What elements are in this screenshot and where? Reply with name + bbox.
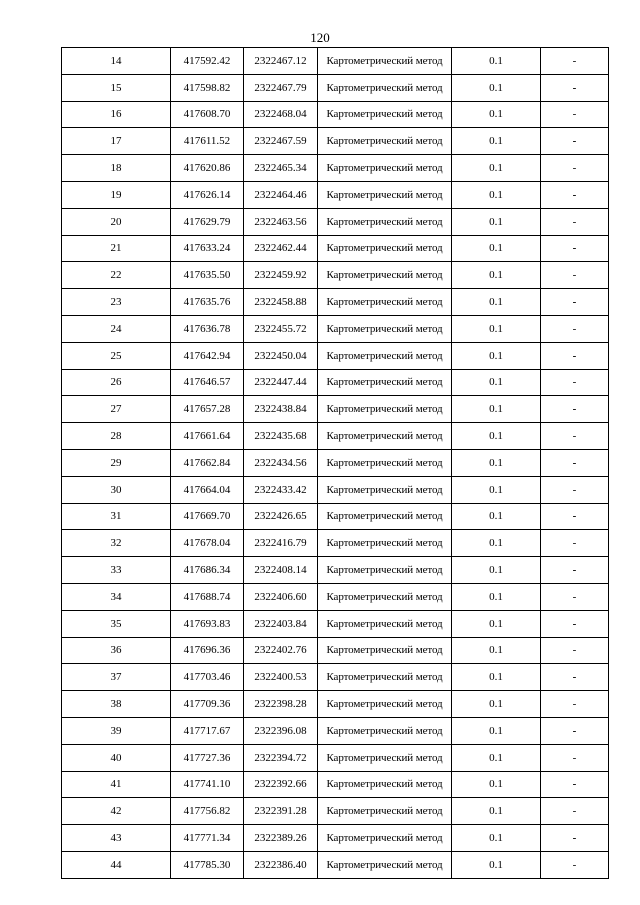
method-cell: Картометрический метод <box>318 289 452 316</box>
method-cell: Картометрический метод <box>318 423 452 450</box>
point-number-cell: 15 <box>62 74 171 101</box>
y-coordinate-cell: 2322463.56 <box>244 208 318 235</box>
x-coordinate-cell: 417636.78 <box>171 315 244 342</box>
table-row <box>62 315 609 342</box>
note-cell: - <box>541 315 609 342</box>
x-coordinate-cell: 417664.04 <box>171 476 244 503</box>
note-cell: - <box>541 342 609 369</box>
point-number-cell: 40 <box>62 744 171 771</box>
note-cell: - <box>541 449 609 476</box>
point-number-cell: 20 <box>62 208 171 235</box>
method-cell: Картометрический метод <box>318 691 452 718</box>
table-row <box>62 449 609 476</box>
point-number-cell: 34 <box>62 583 171 610</box>
accuracy-cell: 0.1 <box>452 610 541 637</box>
x-coordinate-cell: 417626.14 <box>171 181 244 208</box>
point-number-cell: 39 <box>62 717 171 744</box>
x-coordinate-cell: 417635.76 <box>171 289 244 316</box>
accuracy-cell: 0.1 <box>452 369 541 396</box>
y-coordinate-cell: 2322396.08 <box>244 717 318 744</box>
table-row <box>62 771 609 798</box>
note-cell: - <box>541 664 609 691</box>
y-coordinate-cell: 2322398.28 <box>244 691 318 718</box>
accuracy-cell: 0.1 <box>452 583 541 610</box>
point-number-cell: 30 <box>62 476 171 503</box>
note-cell: - <box>541 74 609 101</box>
y-coordinate-cell: 2322455.72 <box>244 315 318 342</box>
note-cell: - <box>541 128 609 155</box>
point-number-cell: 23 <box>62 289 171 316</box>
y-coordinate-cell: 2322406.60 <box>244 583 318 610</box>
accuracy-cell: 0.1 <box>452 48 541 75</box>
y-coordinate-cell: 2322400.53 <box>244 664 318 691</box>
y-coordinate-cell: 2322391.28 <box>244 798 318 825</box>
accuracy-cell: 0.1 <box>452 637 541 664</box>
x-coordinate-cell: 417688.74 <box>171 583 244 610</box>
note-cell: - <box>541 691 609 718</box>
point-number-cell: 36 <box>62 637 171 664</box>
accuracy-cell: 0.1 <box>452 798 541 825</box>
note-cell: - <box>541 798 609 825</box>
y-coordinate-cell: 2322394.72 <box>244 744 318 771</box>
point-number-cell: 17 <box>62 128 171 155</box>
accuracy-cell: 0.1 <box>452 851 541 878</box>
x-coordinate-cell: 417709.36 <box>171 691 244 718</box>
method-cell: Картометрический метод <box>318 208 452 235</box>
x-coordinate-cell: 417633.24 <box>171 235 244 262</box>
y-coordinate-cell: 2322462.44 <box>244 235 318 262</box>
y-coordinate-cell: 2322458.88 <box>244 289 318 316</box>
accuracy-cell: 0.1 <box>452 289 541 316</box>
note-cell: - <box>541 610 609 637</box>
y-coordinate-cell: 2322465.34 <box>244 155 318 182</box>
accuracy-cell: 0.1 <box>452 691 541 718</box>
method-cell: Картометрический метод <box>318 476 452 503</box>
table-row <box>62 423 609 450</box>
table-row <box>62 48 609 75</box>
note-cell: - <box>541 289 609 316</box>
table-row <box>62 342 609 369</box>
x-coordinate-cell: 417727.36 <box>171 744 244 771</box>
note-cell: - <box>541 557 609 584</box>
point-number-cell: 37 <box>62 664 171 691</box>
note-cell: - <box>541 530 609 557</box>
accuracy-cell: 0.1 <box>452 530 541 557</box>
point-number-cell: 28 <box>62 423 171 450</box>
y-coordinate-cell: 2322467.59 <box>244 128 318 155</box>
table-row <box>62 717 609 744</box>
point-number-cell: 22 <box>62 262 171 289</box>
y-coordinate-cell: 2322467.79 <box>244 74 318 101</box>
note-cell: - <box>541 101 609 128</box>
table-row <box>62 530 609 557</box>
x-coordinate-cell: 417592.42 <box>171 48 244 75</box>
note-cell: - <box>541 825 609 852</box>
note-cell: - <box>541 235 609 262</box>
note-cell: - <box>541 851 609 878</box>
note-cell: - <box>541 476 609 503</box>
accuracy-cell: 0.1 <box>452 262 541 289</box>
accuracy-cell: 0.1 <box>452 342 541 369</box>
table-row <box>62 396 609 423</box>
x-coordinate-cell: 417717.67 <box>171 717 244 744</box>
table-row <box>62 664 609 691</box>
accuracy-cell: 0.1 <box>452 825 541 852</box>
method-cell: Картометрический метод <box>318 717 452 744</box>
x-coordinate-cell: 417785.30 <box>171 851 244 878</box>
point-number-cell: 25 <box>62 342 171 369</box>
accuracy-cell: 0.1 <box>452 396 541 423</box>
accuracy-cell: 0.1 <box>452 315 541 342</box>
note-cell: - <box>541 262 609 289</box>
method-cell: Картометрический метод <box>318 235 452 262</box>
method-cell: Картометрический метод <box>318 342 452 369</box>
method-cell: Картометрический метод <box>318 48 452 75</box>
x-coordinate-cell: 417696.36 <box>171 637 244 664</box>
point-number-cell: 35 <box>62 610 171 637</box>
accuracy-cell: 0.1 <box>452 476 541 503</box>
y-coordinate-cell: 2322386.40 <box>244 851 318 878</box>
accuracy-cell: 0.1 <box>452 717 541 744</box>
point-number-cell: 14 <box>62 48 171 75</box>
accuracy-cell: 0.1 <box>452 208 541 235</box>
y-coordinate-cell: 2322403.84 <box>244 610 318 637</box>
table-row <box>62 181 609 208</box>
point-number-cell: 18 <box>62 155 171 182</box>
note-cell: - <box>541 771 609 798</box>
method-cell: Картометрический метод <box>318 637 452 664</box>
point-number-cell: 31 <box>62 503 171 530</box>
point-number-cell: 24 <box>62 315 171 342</box>
point-number-cell: 38 <box>62 691 171 718</box>
x-coordinate-cell: 417646.57 <box>171 369 244 396</box>
method-cell: Картометрический метод <box>318 771 452 798</box>
y-coordinate-cell: 2322459.92 <box>244 262 318 289</box>
note-cell: - <box>541 717 609 744</box>
table-row <box>62 503 609 530</box>
accuracy-cell: 0.1 <box>452 74 541 101</box>
x-coordinate-cell: 417608.70 <box>171 101 244 128</box>
method-cell: Картометрический метод <box>318 396 452 423</box>
method-cell: Картометрический метод <box>318 744 452 771</box>
point-number-cell: 29 <box>62 449 171 476</box>
table-row <box>62 583 609 610</box>
y-coordinate-cell: 2322416.79 <box>244 530 318 557</box>
point-number-cell: 43 <box>62 825 171 852</box>
note-cell: - <box>541 155 609 182</box>
x-coordinate-cell: 417620.86 <box>171 155 244 182</box>
x-coordinate-cell: 417703.46 <box>171 664 244 691</box>
table-row <box>62 289 609 316</box>
table-row <box>62 798 609 825</box>
method-cell: Картометрический метод <box>318 557 452 584</box>
note-cell: - <box>541 503 609 530</box>
y-coordinate-cell: 2322468.04 <box>244 101 318 128</box>
point-number-cell: 16 <box>62 101 171 128</box>
x-coordinate-cell: 417642.94 <box>171 342 244 369</box>
point-number-cell: 26 <box>62 369 171 396</box>
method-cell: Картометрический метод <box>318 101 452 128</box>
y-coordinate-cell: 2322467.12 <box>244 48 318 75</box>
table-row <box>62 825 609 852</box>
x-coordinate-cell: 417693.83 <box>171 610 244 637</box>
y-coordinate-cell: 2322402.76 <box>244 637 318 664</box>
y-coordinate-cell: 2322426.65 <box>244 503 318 530</box>
y-coordinate-cell: 2322389.26 <box>244 825 318 852</box>
x-coordinate-cell: 417686.34 <box>171 557 244 584</box>
note-cell: - <box>541 369 609 396</box>
accuracy-cell: 0.1 <box>452 101 541 128</box>
x-coordinate-cell: 417611.52 <box>171 128 244 155</box>
point-number-cell: 19 <box>62 181 171 208</box>
method-cell: Картометрический метод <box>318 449 452 476</box>
table-row <box>62 101 609 128</box>
method-cell: Картометрический метод <box>318 851 452 878</box>
note-cell: - <box>541 208 609 235</box>
accuracy-cell: 0.1 <box>452 423 541 450</box>
method-cell: Картометрический метод <box>318 825 452 852</box>
accuracy-cell: 0.1 <box>452 771 541 798</box>
table-row <box>62 262 609 289</box>
x-coordinate-cell: 417635.50 <box>171 262 244 289</box>
table-row <box>62 691 609 718</box>
method-cell: Картометрический метод <box>318 530 452 557</box>
table-row <box>62 744 609 771</box>
accuracy-cell: 0.1 <box>452 235 541 262</box>
x-coordinate-cell: 417741.10 <box>171 771 244 798</box>
method-cell: Картометрический метод <box>318 664 452 691</box>
note-cell: - <box>541 423 609 450</box>
accuracy-cell: 0.1 <box>452 155 541 182</box>
table-row <box>62 851 609 878</box>
x-coordinate-cell: 417678.04 <box>171 530 244 557</box>
accuracy-cell: 0.1 <box>452 557 541 584</box>
note-cell: - <box>541 744 609 771</box>
point-number-cell: 21 <box>62 235 171 262</box>
table-row <box>62 557 609 584</box>
table-row <box>62 235 609 262</box>
note-cell: - <box>541 583 609 610</box>
method-cell: Картометрический метод <box>318 181 452 208</box>
accuracy-cell: 0.1 <box>452 503 541 530</box>
note-cell: - <box>541 181 609 208</box>
y-coordinate-cell: 2322392.66 <box>244 771 318 798</box>
point-number-cell: 32 <box>62 530 171 557</box>
x-coordinate-cell: 417771.34 <box>171 825 244 852</box>
point-number-cell: 41 <box>62 771 171 798</box>
accuracy-cell: 0.1 <box>452 449 541 476</box>
table-row <box>62 208 609 235</box>
method-cell: Картометрический метод <box>318 155 452 182</box>
y-coordinate-cell: 2322447.44 <box>244 369 318 396</box>
table-row <box>62 128 609 155</box>
table-row <box>62 476 609 503</box>
table-row <box>62 369 609 396</box>
y-coordinate-cell: 2322435.68 <box>244 423 318 450</box>
x-coordinate-cell: 417661.64 <box>171 423 244 450</box>
y-coordinate-cell: 2322450.04 <box>244 342 318 369</box>
accuracy-cell: 0.1 <box>452 181 541 208</box>
y-coordinate-cell: 2322464.46 <box>244 181 318 208</box>
method-cell: Картометрический метод <box>318 610 452 637</box>
accuracy-cell: 0.1 <box>452 744 541 771</box>
x-coordinate-cell: 417756.82 <box>171 798 244 825</box>
method-cell: Картометрический метод <box>318 262 452 289</box>
table-row <box>62 74 609 101</box>
accuracy-cell: 0.1 <box>452 128 541 155</box>
table-row <box>62 637 609 664</box>
x-coordinate-cell: 417598.82 <box>171 74 244 101</box>
table-row <box>62 155 609 182</box>
x-coordinate-cell: 417662.84 <box>171 449 244 476</box>
x-coordinate-cell: 417669.70 <box>171 503 244 530</box>
method-cell: Картометрический метод <box>318 369 452 396</box>
table-row <box>62 610 609 637</box>
method-cell: Картометрический метод <box>318 503 452 530</box>
y-coordinate-cell: 2322408.14 <box>244 557 318 584</box>
note-cell: - <box>541 396 609 423</box>
y-coordinate-cell: 2322434.56 <box>244 449 318 476</box>
point-number-cell: 42 <box>62 798 171 825</box>
method-cell: Картометрический метод <box>318 583 452 610</box>
coordinates-table-body <box>62 48 609 879</box>
y-coordinate-cell: 2322438.84 <box>244 396 318 423</box>
page-number: 120 <box>310 30 330 45</box>
note-cell: - <box>541 637 609 664</box>
coordinates-table <box>61 47 609 879</box>
y-coordinate-cell: 2322433.42 <box>244 476 318 503</box>
method-cell: Картометрический метод <box>318 798 452 825</box>
accuracy-cell: 0.1 <box>452 664 541 691</box>
note-cell: - <box>541 48 609 75</box>
x-coordinate-cell: 417629.79 <box>171 208 244 235</box>
method-cell: Картометрический метод <box>318 128 452 155</box>
point-number-cell: 44 <box>62 851 171 878</box>
method-cell: Картометрический метод <box>318 315 452 342</box>
x-coordinate-cell: 417657.28 <box>171 396 244 423</box>
point-number-cell: 33 <box>62 557 171 584</box>
method-cell: Картометрический метод <box>318 74 452 101</box>
point-number-cell: 27 <box>62 396 171 423</box>
